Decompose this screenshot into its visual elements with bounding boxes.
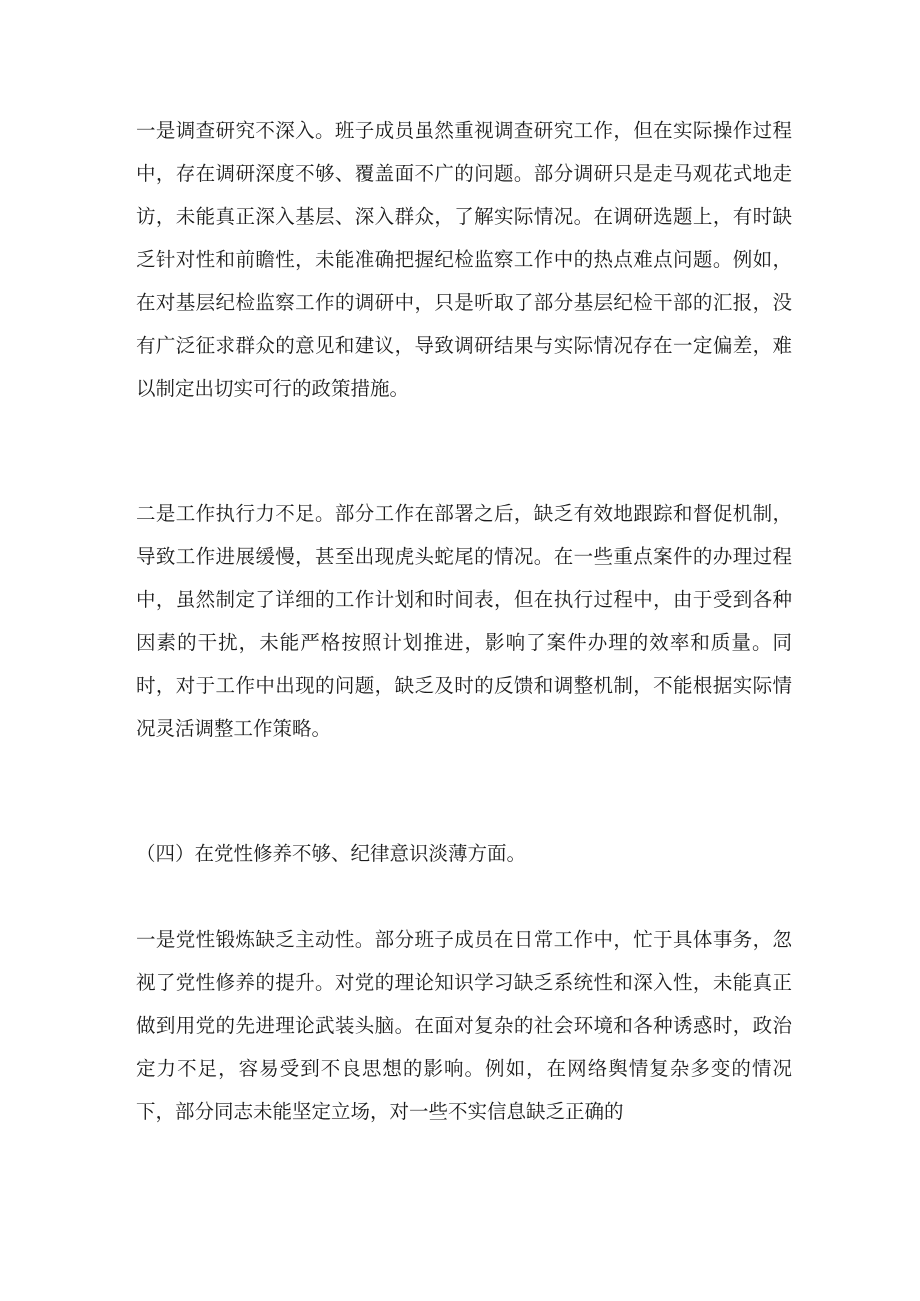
paragraph-party-spirit: 一是党性锻炼缺乏主动性。部分班子成员在日常工作中，忙于具体事务，忽视了党性修养的提升。对党的理论知识学习缺乏系统性和深入性，未能真正做到用党的先进理论武装头脑。在面对复杂的社会环境和各种诱惑时，政治定力不足，容易受到不良思想的影响。例如，在网络舆情复杂多变的情况下，部分同志未能坚定立场，对一些不实信息缺乏正确的 (136, 928, 792, 1123)
section-heading: （四）在党性修养不够、纪律意识淡薄方面。 (136, 842, 527, 865)
paragraph-investigation: 一是调查研究不深入。班子成员虽然重视调查研究工作，但在实际操作过程中，存在调研深度不够、覆盖面不广的问题。部分调研只是走马观花式地走访，未能真正深入基层、深入群众，了解实际情况。在调研选题上，有时缺乏针对性和前瞻性，未能准确把握纪检监察工作中的热点难点问题。例如，在对基层纪检监察工作的调研中，只是听取了部分基层纪检干部的汇报，没有广泛征求群众的意见和建议，导致调研结果与实际情况存在一定偏差，难以制定出切实可行的政策措施。 (136, 119, 792, 400)
paragraph-execution: 二是工作执行力不足。部分工作在部署之后，缺乏有效地跟踪和督促机制，导致工作进展缓慢，甚至出现虎头蛇尾的情况。在一些重点案件的办理过程中，虽然制定了详细的工作计划和时间表，但在执行过程中，由于受到各种因素的干扰，未能严格按照计划推进，影响了案件办理的效率和质量。同时，对于工作中出现的问题，缺乏及时的反馈和调整机制，不能根据实际情况灵活调整工作策略。 (136, 502, 792, 740)
